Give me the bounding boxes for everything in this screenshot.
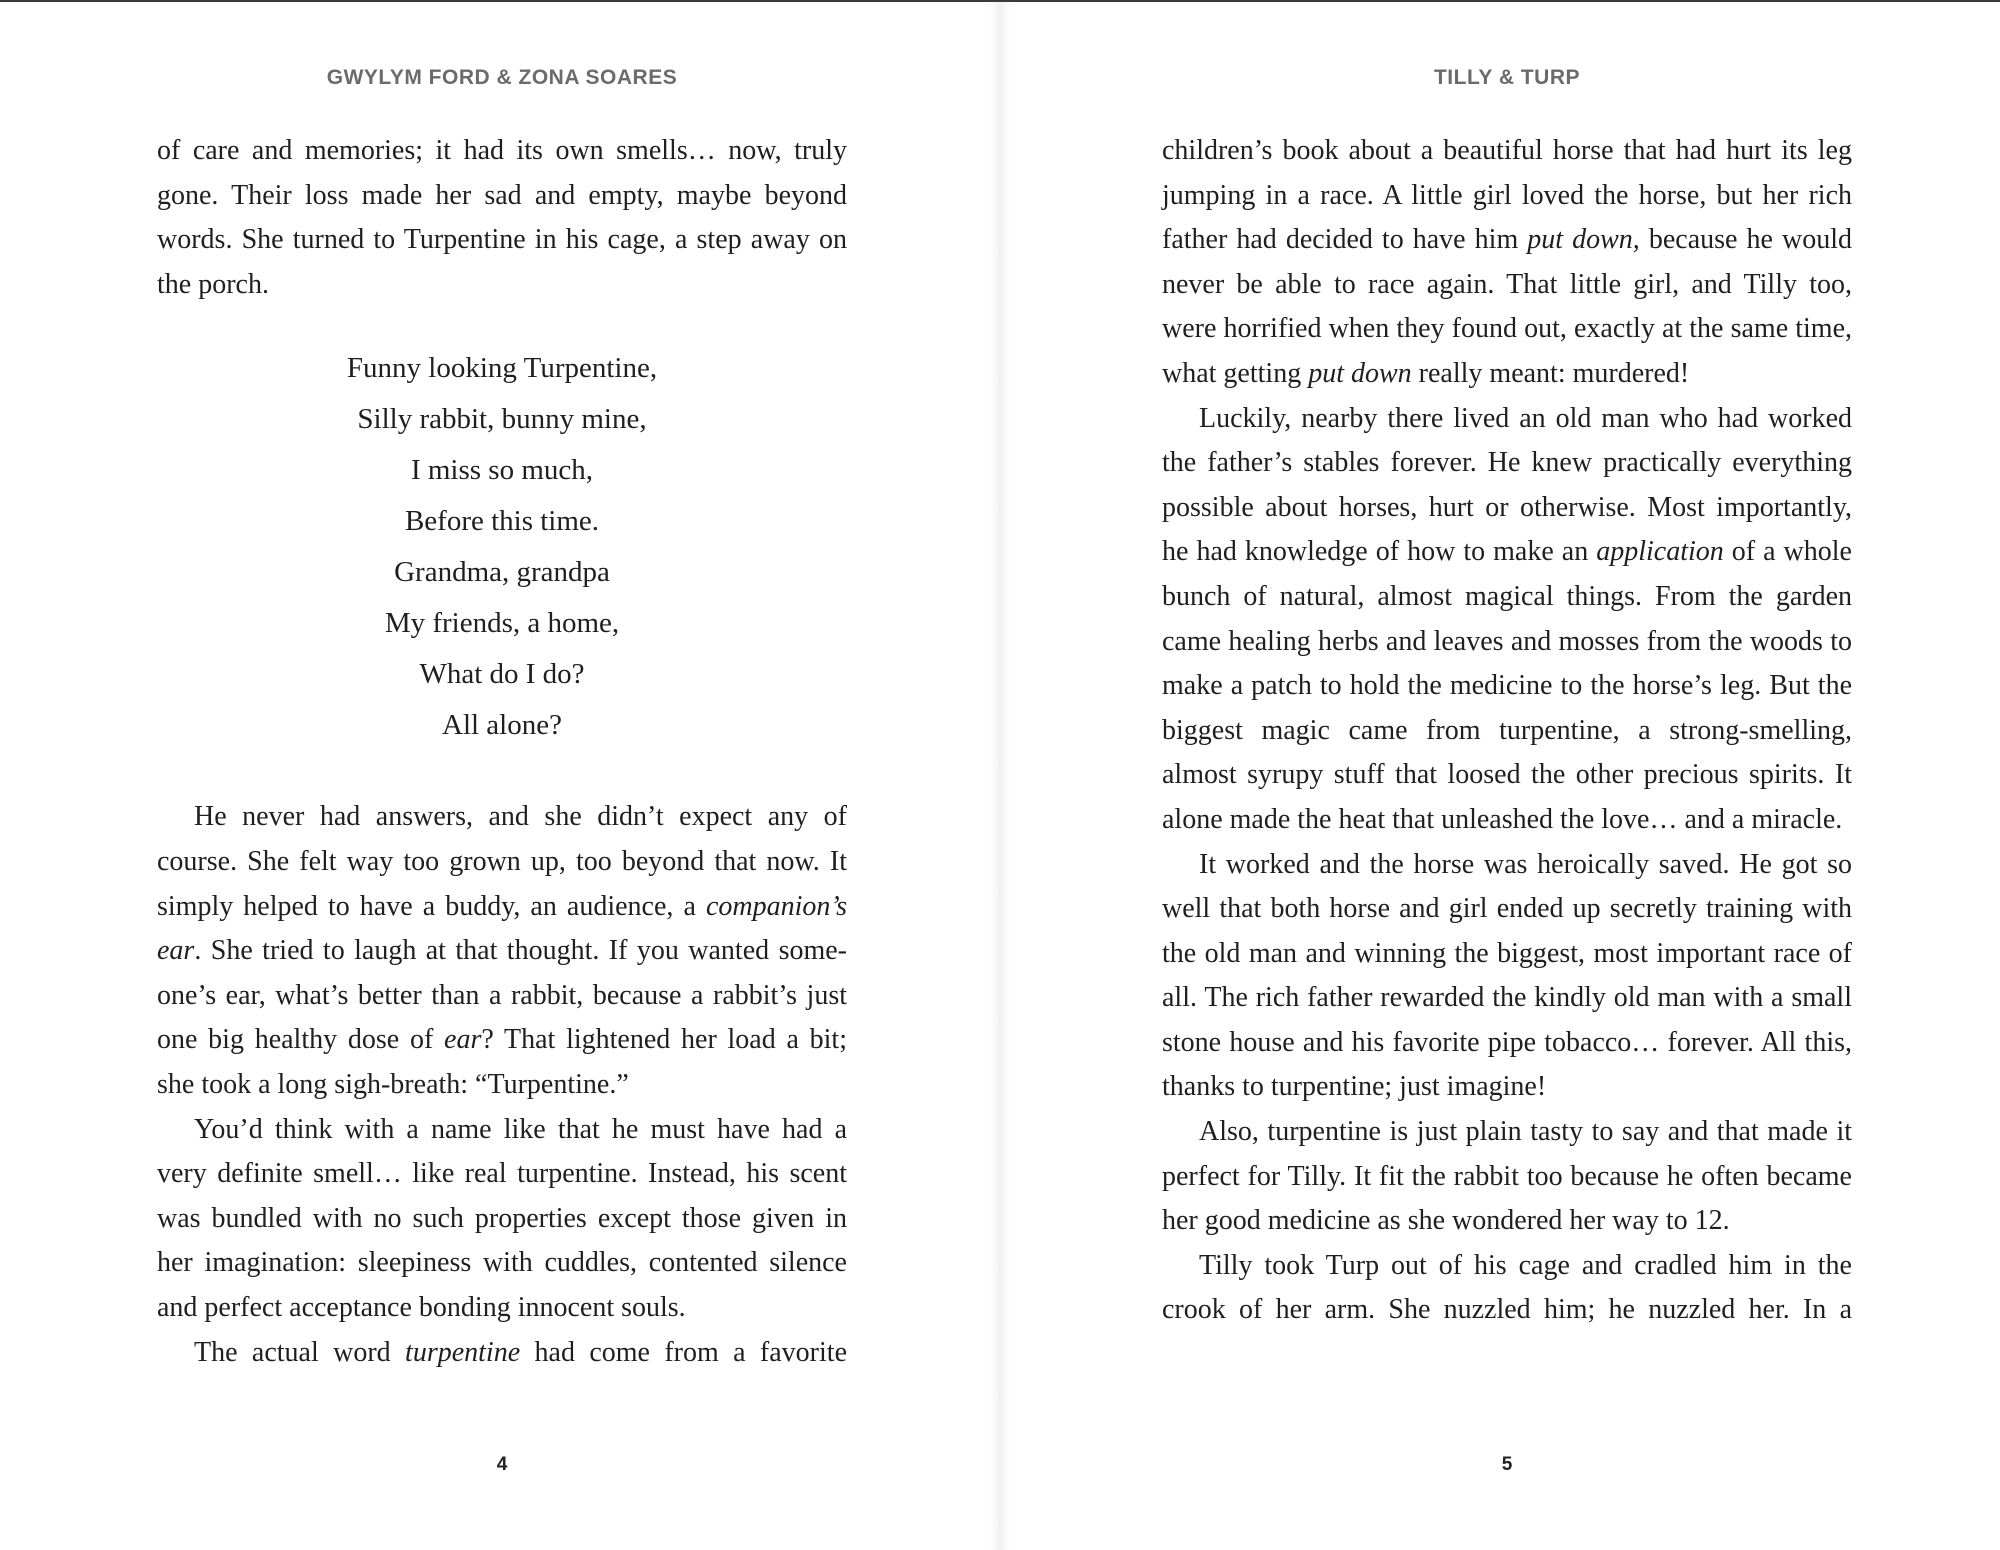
left-text-block bbox=[157, 129, 847, 1375]
paragraph bbox=[1162, 397, 1852, 843]
emphasis-run: application bbox=[1596, 536, 1724, 568]
poem bbox=[157, 343, 847, 751]
poem-line: Funny looking Turpentine, bbox=[346, 352, 658, 385]
paragraph bbox=[157, 1331, 847, 1376]
poem-line: My friends, a home, bbox=[384, 607, 620, 640]
page-number: 4 bbox=[496, 1454, 508, 1475]
poem-line: Before this time. bbox=[404, 505, 600, 538]
emphasis-run: ear bbox=[444, 1024, 482, 1056]
text-run: Luckily, nearby there lived an old man who had worked the father’s stables forever. He knew practically everything possible about horses, hurt or otherwise. Most importantly, he had knowledge of how to make an bbox=[1162, 402, 1852, 568]
running-head-title: TILLY & TURP bbox=[1433, 66, 1581, 89]
paragraph bbox=[157, 795, 847, 1107]
text-run: . She tried to laugh at that thought. If you wanted someone’s ear, what’s better than a rabbit, because a rabbit’s just one big healthy dose of bbox=[157, 935, 847, 1056]
emphasis-run: companion’s ear bbox=[157, 890, 847, 967]
paragraph: of care and memories; it had its own smells… now, truly gone. Their loss made her sad and empty, maybe beyond words. She turned to Turpentine in his cage, a step away on the porch. bbox=[157, 135, 847, 300]
paragraph: It worked and the horse was heroically saved. He got so well that both horse and girl ended up secretly training with the old man and winning the biggest, most important race of all. The rich father rewarded the kindly old man with a small stone house and his favorite pipe tobacco… forever. All this, thanks to turpentine; just imagine! bbox=[1162, 848, 1852, 1103]
paragraph bbox=[1162, 129, 1852, 397]
running-head-authors: GWYLYM FORD & ZONA SOARES bbox=[326, 66, 678, 89]
poem-line: All alone? bbox=[442, 709, 562, 742]
text-run: had come from a favorite bbox=[520, 1336, 847, 1368]
emphasis-run: put down bbox=[1308, 357, 1412, 389]
emphasis-run: turpentine bbox=[405, 1336, 521, 1368]
text-run: really meant: murdered! bbox=[1411, 357, 1690, 389]
right-text-block bbox=[1162, 129, 1852, 1333]
text-run: of a whole bunch of natural, almost magical things. From the garden came healing herbs and leaves and mosses from the woods to make a patch to hold the medicine to the horse’s leg. But the biggest magic came from turpentine, a strong-smelling, almost syrupy stuff that loosed the other precious spirits. It alone made the heat that unleashed the love… and a miracle. bbox=[1162, 536, 1852, 835]
paragraph: You’d think with a name like that he must have had a very definite smell… like real turpentine. Instead, his scent was bundled with no such properties except those given in her imagination: sleepiness with cuddles, contented silence and perfect acceptance bonding innocent souls. bbox=[157, 1113, 847, 1323]
page-number: 5 bbox=[1501, 1454, 1513, 1475]
left-page bbox=[0, 2, 1000, 1550]
paragraph: Also, turpentine is just plain tasty to say and that made it perfect for Tilly. It fit the rabbit too because he often became her good medicine as she wondered her way to 12. bbox=[1162, 1116, 1852, 1237]
poem-line: Silly rabbit, bunny mine, bbox=[357, 403, 647, 436]
text-run: ? That lightened her load a bit; she took a long sigh-breath: “Turpentine.” bbox=[157, 1024, 847, 1100]
poem-line: What do I do? bbox=[419, 658, 585, 691]
emphasis-run: put down, bbox=[1527, 224, 1640, 256]
poem-line: Grandma, grandpa bbox=[394, 556, 610, 589]
text-run: children’s book about a beautiful horse that had hurt its leg jumping in a race. A little girl loved the horse, but her rich father had decided to have him bbox=[1162, 135, 1852, 256]
text-run: He never had answers, and she didn’t expect any of course. She felt way too grown up, too beyond that now. It simply helped to have a buddy, an audience, a bbox=[157, 801, 847, 922]
book-gutter bbox=[990, 2, 1010, 1550]
right-page bbox=[1000, 2, 2000, 1550]
paragraph: Tilly took Turp out of his cage and cradled him in the crook of her arm. She nuzzled him; he nuzzled her. In a bbox=[1162, 1249, 1852, 1326]
poem-line: I miss so much, bbox=[410, 454, 594, 487]
text-run: because he would never be able to race again. That little girl, and Tilly too, were horrified when they found out, exactly at the same time, what getting bbox=[1162, 224, 1852, 389]
text-run: The actual word bbox=[194, 1336, 406, 1368]
